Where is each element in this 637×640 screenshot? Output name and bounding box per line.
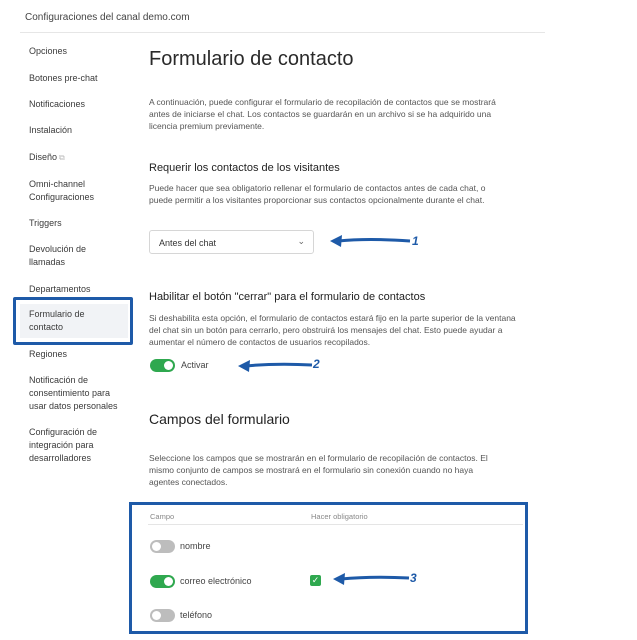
sidebar-item-diseno[interactable] bbox=[20, 151, 128, 164]
sidebar-item-label: Notificación de consentimiento para usar datos personales bbox=[29, 375, 118, 411]
sidebar-item-label: Devolución de llamadas bbox=[29, 244, 87, 267]
intro-text: A continuación, puede configurar el formulario de recopilación de contactos que se mostrará antes de iniciarse el chat. Los contactos se guardarán en un archivo si se ha adquirido una licencia premium previamente. bbox=[149, 97, 496, 131]
sidebar-item-label: Formulario de contacto bbox=[29, 309, 85, 332]
annotation-arrow-1 bbox=[328, 232, 413, 250]
channel-settings-title: Configuraciones del canal demo.com bbox=[25, 12, 190, 23]
sidebar-item-integracion-desarrolladores[interactable] bbox=[20, 426, 120, 465]
toggle-knob bbox=[164, 577, 173, 586]
sidebar-item-label: Configuración de integración para desarrolladores bbox=[29, 427, 98, 463]
sidebar-item-consentimiento[interactable] bbox=[20, 374, 124, 413]
sidebar-item-notificaciones[interactable] bbox=[20, 98, 128, 111]
sidebar-item-label: Instalación bbox=[29, 125, 73, 135]
require-timing-select[interactable] bbox=[149, 230, 314, 254]
sidebar-item-label: Notificaciones bbox=[29, 99, 86, 109]
toggle-label: Activar bbox=[181, 360, 209, 370]
sidebar-item-instalacion[interactable] bbox=[20, 124, 128, 137]
require-section-description: Puede hacer que sea obligatorio rellenar el formulario de contactos antes de cada chat, o puede permitir a los visitantes proporcionar sus contactos opcionalmente durante el chat. bbox=[149, 183, 486, 205]
sidebar-item-botones-pre-chat[interactable] bbox=[20, 72, 128, 85]
annotation-arrow-3 bbox=[331, 570, 411, 588]
sidebar-item-label: Botones pre-chat bbox=[29, 73, 98, 83]
field-name: correo electrónico bbox=[180, 576, 252, 586]
required-checkbox-correo[interactable]: ✓ bbox=[311, 575, 320, 585]
sidebar-item-regiones[interactable] bbox=[20, 348, 128, 361]
annotation-arrow-2 bbox=[236, 357, 314, 375]
toggle-knob bbox=[164, 361, 173, 370]
column-header-required: Hacer obligatorio bbox=[311, 512, 368, 521]
close-button-toggle[interactable] bbox=[150, 359, 175, 372]
close-section-description: Si deshabilita esta opción, el formulario de contactos estará fijo en la parte superior de la ventana del chat sin un botón para cerrarlo, pero obstruirá los mensajes del chat. Esto puede ayudar a aumentar el número de contactos de usuarios recopilados. bbox=[149, 313, 516, 347]
highlight-box-sidebar bbox=[13, 297, 133, 345]
field-name: teléfono bbox=[180, 610, 213, 620]
external-link-icon: ⧉ bbox=[59, 153, 65, 162]
sidebar-item-opciones[interactable] bbox=[20, 45, 128, 58]
sidebar-item-devolucion-llamadas[interactable] bbox=[20, 243, 110, 269]
sidebar-item-label: Triggers bbox=[29, 218, 62, 228]
toggle-knob bbox=[152, 542, 161, 551]
sidebar-item-label: Opciones bbox=[29, 46, 68, 56]
sidebar-item-omni-channel[interactable] bbox=[20, 178, 124, 204]
annotation-number-3: 3 bbox=[410, 571, 417, 585]
chevron-down-icon: ⌄ bbox=[297, 236, 305, 246]
divider bbox=[148, 524, 523, 525]
field-name: nombre bbox=[180, 541, 211, 551]
sidebar-item-label: Omni-channel Configuraciones bbox=[29, 179, 95, 202]
sidebar-item-label: Regiones bbox=[29, 349, 68, 359]
require-section-title: Requerir los contactos de los visitantes bbox=[149, 162, 340, 174]
column-header-field: Campo bbox=[150, 512, 175, 521]
sidebar-item-label: Departamentos bbox=[29, 284, 91, 294]
field-toggle-correo[interactable] bbox=[150, 575, 175, 588]
field-toggle-nombre[interactable] bbox=[150, 540, 175, 553]
sidebar-item-label: Diseño bbox=[29, 152, 58, 162]
sidebar-item-triggers[interactable] bbox=[20, 217, 128, 230]
field-toggle-telefono[interactable] bbox=[150, 609, 175, 622]
close-section-title: Habilitar el botón "cerrar" para el formulario de contactos bbox=[149, 291, 426, 303]
sidebar-item-departamentos[interactable] bbox=[20, 283, 128, 296]
annotation-number-2: 2 bbox=[313, 357, 320, 371]
select-value: Antes del chat bbox=[159, 238, 217, 248]
page-title: Formulario de contacto bbox=[149, 48, 354, 70]
toggle-knob bbox=[152, 611, 161, 620]
fields-section-description: Seleccione los campos que se mostrarán en el formulario de recopilación de contactos. El mismo conjunto de campos se mostrará en el formulario sin conexión cuando no haya agentes conectados. bbox=[149, 453, 488, 487]
annotation-number-1: 1 bbox=[412, 234, 419, 248]
header-bar bbox=[20, 0, 545, 33]
fields-section-title: Campos del formulario bbox=[149, 411, 290, 427]
